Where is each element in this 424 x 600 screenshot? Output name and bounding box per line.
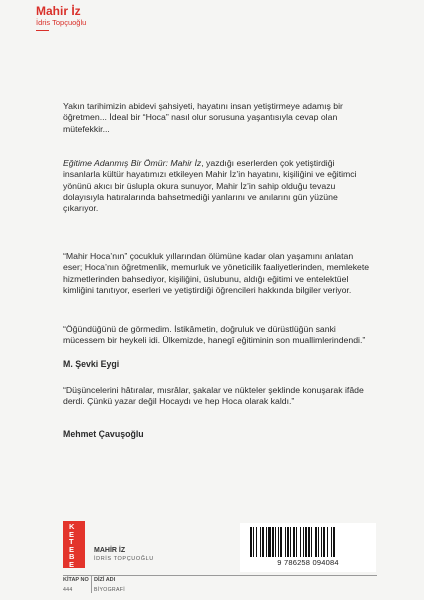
barcode-bar <box>296 527 297 557</box>
barcode-bar <box>272 527 274 557</box>
series-label: DİZİ ADI <box>94 577 116 583</box>
barcode-bar <box>266 527 267 557</box>
barcode-bar <box>321 527 322 557</box>
quote-2-author: Mehmet Çavuşoğlu <box>63 429 144 439</box>
barcode-bar <box>250 527 252 557</box>
series-value: BİYOGRAFİ <box>94 587 125 593</box>
paragraph-summary <box>63 251 373 296</box>
quote-1-author: M. Şevki Eygi <box>63 359 120 369</box>
barcode-bar <box>260 527 261 557</box>
barcode-bar <box>268 527 271 557</box>
footer-author: MAHİR İZ <box>94 547 126 554</box>
book-no-value: 444 <box>63 587 73 593</box>
header-subtitle: İdris Topçuoğlu <box>36 18 87 27</box>
footer-divider <box>63 575 377 576</box>
footer-vdivider <box>91 575 92 593</box>
barcode-bar <box>331 527 332 557</box>
barcode-bars <box>248 527 368 560</box>
barcode-bar <box>323 527 325 557</box>
barcode-bar <box>333 527 335 557</box>
paragraph-book-text: , yazdığı eserlerden çok yetiştirdiği insanlarla kültür hayatımızı etkileyen Mahir İz’in hayatını, kişiliğini ve eğitimci yönünü akıcı bir üslupla okura sunuyor, Mahir İz’in sahip olduğu tevazu dolayısıyla hatıralarında bahsetmediği yanlarını ve anılarını gün yüzüne çıkarıyor. <box>63 158 357 214</box>
book-no-label: KİTAP NO <box>63 577 89 583</box>
barcode-bar <box>285 527 286 557</box>
barcode-bar <box>287 527 289 557</box>
barcode-bar <box>290 527 291 557</box>
paragraph-summary-text: “Mahir Hoca’nın” çocukluk yıllarından ölümüne kadar olan yaşamını anlatan eser; Hoca’nın öğretmenlik, memurluk ve yöneticilik faaliyetlerinden, memlekete hizmetlerinden bahsediyor, kişiliğini, üslubunu, aldığı eğitimi ve entelektüel kimliğini tanıtıyor, eserleri ve yetiştirdiği öğrencileri hakkında bilgiler veriyor. <box>63 251 370 295</box>
barcode-bar <box>311 527 312 557</box>
barcode-bar <box>327 527 328 557</box>
barcode-bar <box>308 527 310 557</box>
quote-1 <box>63 324 373 347</box>
barcode-bar <box>280 527 282 557</box>
barcode-bar <box>293 527 295 557</box>
isbn-number: 9 786258 094084 <box>277 558 339 567</box>
footer-subauthor: İDRİS TOPÇUOĞLU <box>94 556 154 562</box>
barcode-bar <box>315 527 317 557</box>
quote-2-text: “Düşüncelerini hâtıralar, mısrâlar, şakalar ve nükteler şeklinde konuşarak ifâde derdi. Çünkü yazar değil Hocaydı ve hep Hoca olarak kaldı.” <box>63 385 364 407</box>
quote-2 <box>63 385 373 408</box>
paragraph-intro-text: Yakın tarihimizin abidevi şahsiyeti, hayatını insan yetiştirmeye adamış bir öğretmen... İdeal bir “Hoca” nasıl olur sorusuna yaşantısıyla cevap olan mütefekkir... <box>63 101 343 134</box>
publisher-logo: K E T E B E <box>63 521 85 568</box>
barcode-bar <box>262 527 264 557</box>
barcode-bar <box>305 527 307 557</box>
barcode-bar <box>275 527 276 557</box>
paragraph-intro <box>63 101 373 135</box>
book-title-italic: Eğitime Adanmış Bir Ömür: Mahir İz <box>63 158 202 168</box>
barcode-bar <box>253 527 254 557</box>
quote-1-text: “Öğündüğünü de görmedim. İstikâmetin, doğruluk ve dürüstlüğün sanki mücessem bir heykeli idi. Ülkemizde, hanegî eğitiminin son muallimlerindendi.” <box>63 324 366 346</box>
barcode-bar <box>300 527 301 557</box>
barcode-bar <box>303 527 304 557</box>
header-rule <box>36 30 49 31</box>
header-title: Mahir İz <box>36 4 81 18</box>
barcode-bar <box>318 527 319 557</box>
paragraph-book <box>63 158 373 214</box>
barcode-bar <box>278 527 279 557</box>
barcode-bar <box>256 527 257 557</box>
